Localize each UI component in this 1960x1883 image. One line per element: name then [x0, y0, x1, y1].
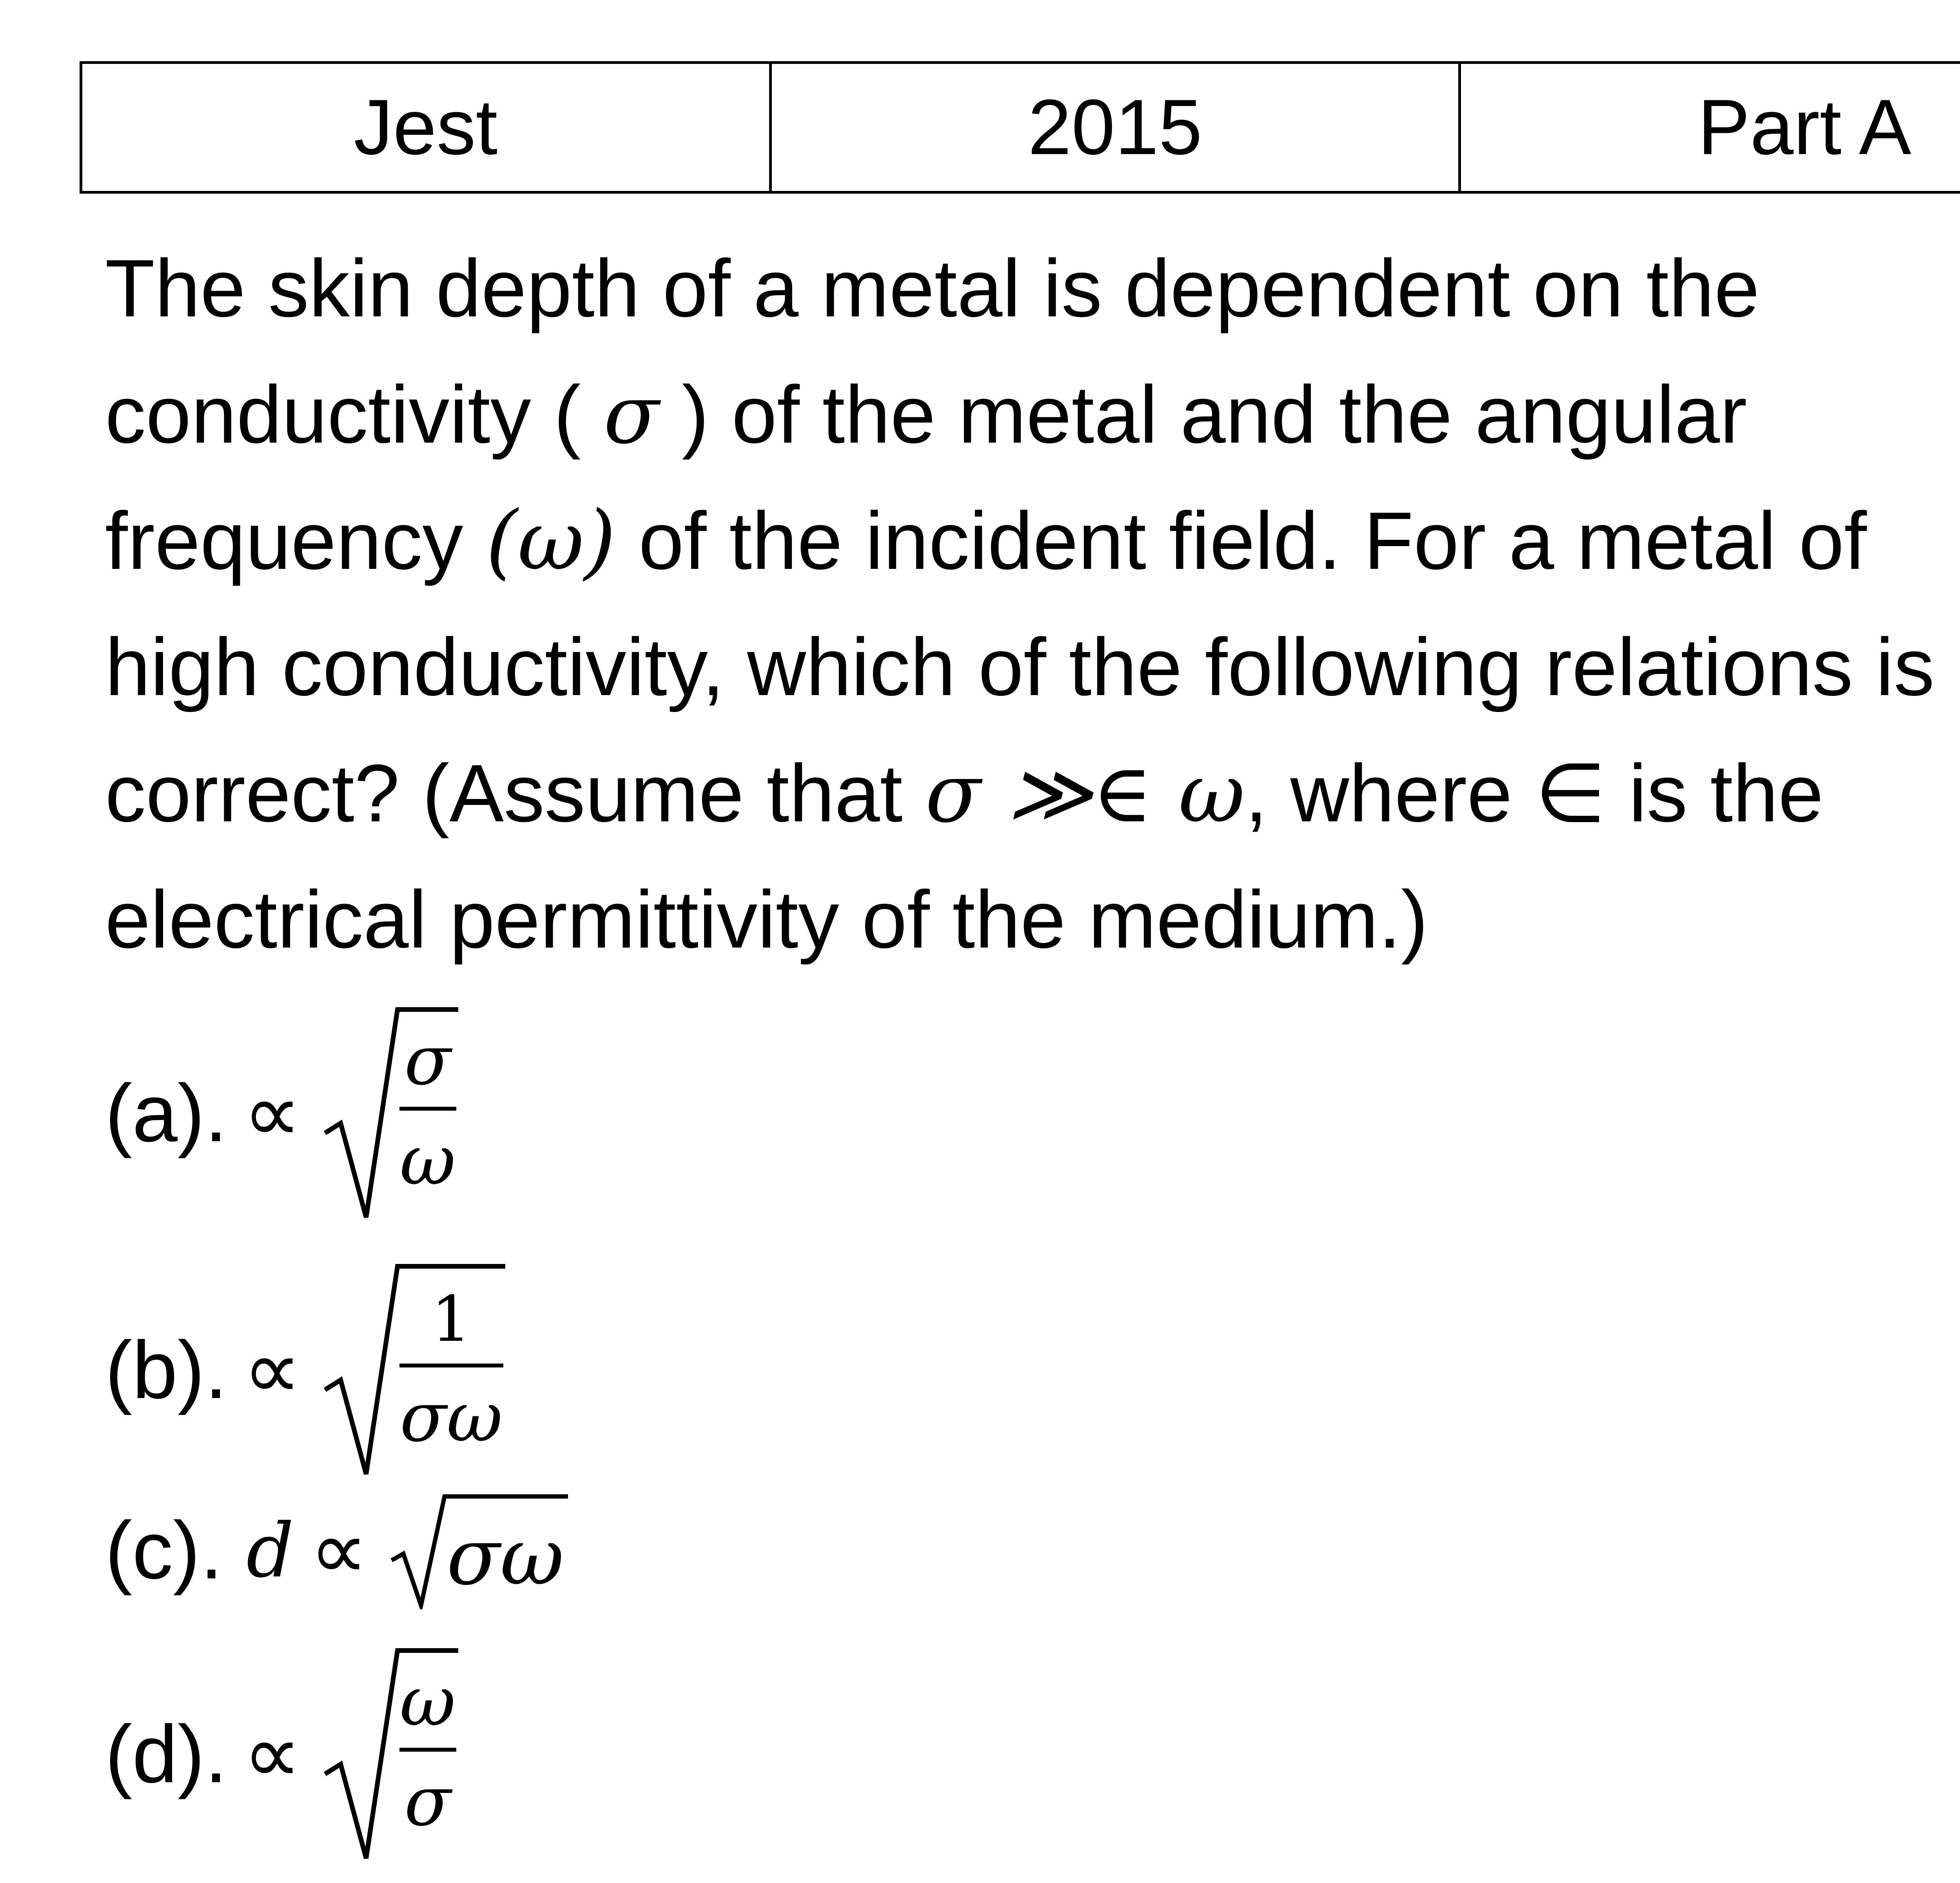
- option-a-sqrt-fraction: [321, 1004, 462, 1223]
- option-b[interactable]: [105, 1260, 509, 1480]
- option-c-proportional: ∝: [309, 1505, 368, 1596]
- question-line-5-start: correct? (Assume that: [105, 748, 926, 839]
- option-c[interactable]: [105, 1492, 572, 1609]
- option-b-numerator: 1: [431, 1282, 471, 1356]
- question-line-1: The skin depth of a metal is dependent on the: [105, 243, 1760, 334]
- option-d-numerator: ω: [399, 1662, 456, 1741]
- option-a[interactable]: [105, 1004, 462, 1223]
- option-b-label: (b).: [105, 1325, 227, 1416]
- header-table: [80, 61, 1960, 194]
- option-c-sqrt: [388, 1492, 572, 1609]
- header-exam: Jest: [354, 84, 498, 171]
- option-c-radicand: σω: [446, 1511, 564, 1603]
- sigma-symbol: σ: [603, 367, 659, 462]
- question-line-5-end: , where ∈ is the: [1245, 748, 1824, 839]
- question-line-6: electrical permittivity of the medium.): [105, 874, 1428, 965]
- question-line-3-end: of the incident field. For a metal of: [616, 496, 1867, 587]
- question-line-5: [105, 730, 1960, 857]
- option-d-denominator: σ: [404, 1762, 451, 1841]
- option-d[interactable]: [105, 1645, 462, 1864]
- header-part: Part A: [1458, 64, 1960, 191]
- question-text: [105, 225, 1960, 983]
- option-d-sqrt-fraction: [321, 1645, 462, 1864]
- option-a-denominator: ω: [399, 1121, 456, 1200]
- question-line-4: high conductivity, which of the following relations is: [105, 622, 1935, 713]
- header-year: 2015: [769, 64, 1459, 191]
- option-b-denominator: σω: [399, 1378, 503, 1457]
- omega-symbol: (ω): [486, 494, 616, 588]
- option-c-label: (c).: [105, 1505, 223, 1596]
- question-line-3-start: frequency: [105, 496, 486, 587]
- question-line-3: [105, 478, 1960, 604]
- option-c-variable: d: [246, 1507, 294, 1594]
- option-a-proportional: ∝: [243, 1068, 301, 1159]
- question-line-2-end: ) of the metal and the angular: [659, 369, 1747, 460]
- option-d-label: (d).: [105, 1709, 227, 1800]
- option-b-proportional: ∝: [243, 1325, 301, 1416]
- option-d-proportional: ∝: [243, 1709, 301, 1800]
- option-a-numerator: σ: [404, 1021, 451, 1100]
- condition-math: σ ≫∈ ω: [925, 746, 1245, 841]
- option-b-sqrt-fraction: [321, 1260, 509, 1480]
- question-line-2-start: conductivity (: [105, 369, 604, 460]
- question-line-2: [105, 352, 1960, 478]
- option-a-label: (a).: [105, 1068, 227, 1159]
